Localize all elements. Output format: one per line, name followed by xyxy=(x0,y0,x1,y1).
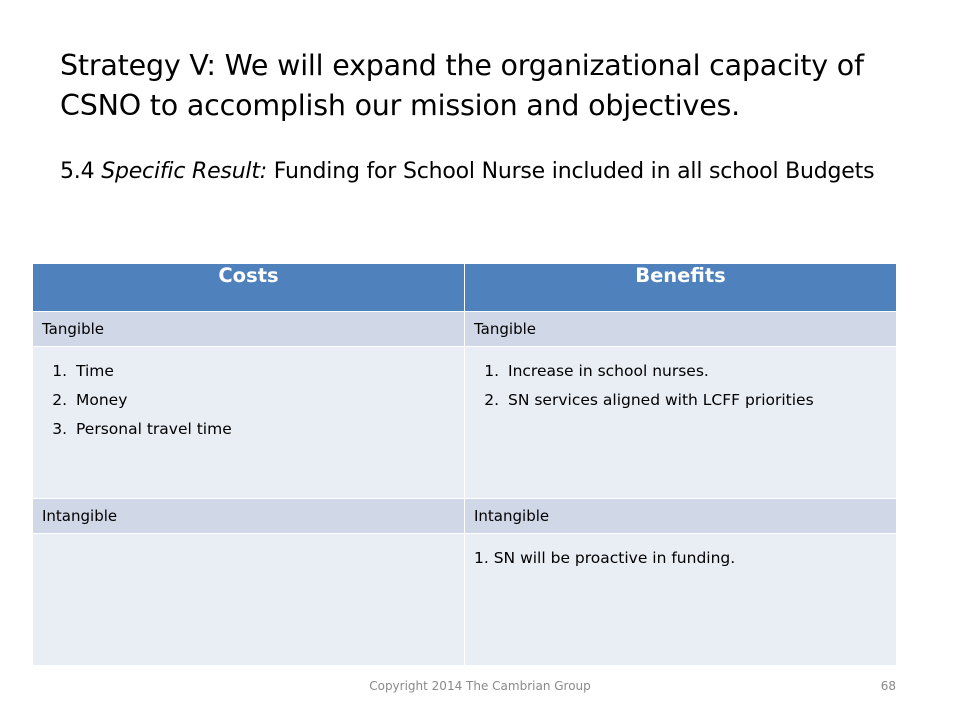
benefits-intangible-label: Intangible xyxy=(465,499,897,534)
list-item: 2. SN services aligned with LCFF priorities xyxy=(504,386,887,415)
tangible-costs-list xyxy=(42,357,455,444)
costs-tangible-label: Tangible xyxy=(33,312,465,347)
list-item: 3. Personal travel time xyxy=(72,415,455,444)
page-number: 68 xyxy=(880,679,896,693)
slide-title xyxy=(60,46,920,126)
tangible-costs-cell xyxy=(33,347,465,499)
result-number: 5.4 xyxy=(60,159,95,184)
list-item: 1. Increase in school nurses. xyxy=(504,357,887,386)
result-text: Funding for School Nurse included in all school Budgets xyxy=(273,159,875,184)
list-item: 1. Time xyxy=(72,357,455,386)
header-costs: Costs xyxy=(33,264,465,312)
cost-benefit-table xyxy=(32,263,897,666)
list-item: 2. Money xyxy=(72,386,455,415)
costs-intangible-label: Intangible xyxy=(33,499,465,534)
benefits-tangible-label: Tangible xyxy=(465,312,897,347)
header-benefits: Benefits xyxy=(465,264,897,312)
specific-result xyxy=(60,156,880,188)
tangible-benefits-cell xyxy=(465,347,897,499)
copyright-text: Copyright 2014 The Cambrian Group xyxy=(369,679,591,693)
intangible-costs-cell xyxy=(33,534,465,666)
intangible-benefits-cell xyxy=(465,534,897,666)
title-line-1: Strategy V: We will expand the organizational capacity of xyxy=(60,49,864,82)
intangible-benefits-text: 1. SN will be proactive in funding. xyxy=(474,549,736,567)
title-line-2: CSNO to accomplish our mission and objectives. xyxy=(60,89,741,122)
result-label: Specific Result: xyxy=(101,159,267,184)
tangible-benefits-list xyxy=(474,357,887,415)
